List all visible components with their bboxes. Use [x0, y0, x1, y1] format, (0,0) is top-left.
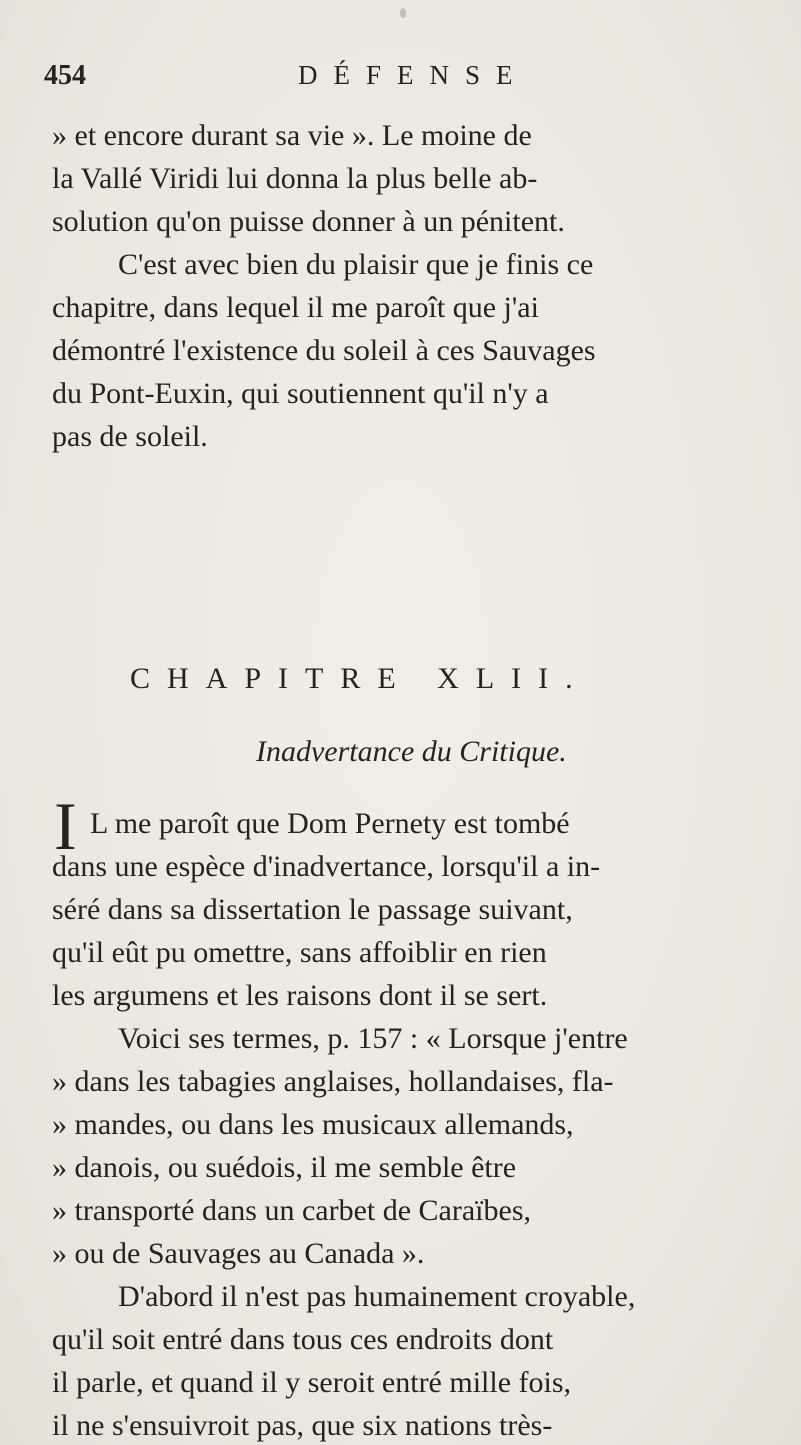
ink-spot: [400, 8, 406, 18]
text-line: il ne s'ensuivroit pas, que six nations très-: [52, 1409, 553, 1442]
text-line: les argumens et les raisons dont il se sert.: [52, 979, 548, 1012]
text-line: » danois, ou suédois, il me semble être: [52, 1151, 517, 1184]
paragraph-conclusion: [52, 243, 762, 458]
text-line: C'est avec bien du plaisir que je finis ce: [118, 248, 594, 281]
chapter-title: CHAPITRE XLII.: [130, 662, 590, 695]
text-line: Voici ses termes, p. 157 : « Lorsque j'entre: [118, 1022, 628, 1055]
text-line: démontré l'existence du soleil à ces Sauvages: [52, 334, 596, 367]
text-line: la Vallé Viridi lui donna la plus belle ab-: [52, 162, 538, 195]
paragraph-opening: [52, 802, 762, 1017]
text-line: » transporté dans un carbet de Caraïbes,: [52, 1194, 531, 1227]
text-line: il parle, et quand il y seroit entré mille fois,: [52, 1366, 572, 1399]
page-header: [44, 60, 761, 100]
text-line: » et encore durant sa vie ». Le moine de: [52, 119, 532, 152]
text-line: » mandes, ou dans les musicaux allemands,: [52, 1108, 574, 1141]
text-line: du Pont-Euxin, qui soutiennent qu'il n'y a: [52, 377, 549, 410]
drop-initial: I: [54, 788, 77, 864]
text-line: D'abord il n'est pas humainement croyable,: [118, 1280, 636, 1313]
paragraph-continuation: [52, 114, 762, 243]
paragraph-quotation: [52, 1017, 762, 1275]
running-head: DÉFENSE: [298, 60, 529, 90]
chapter-subtitle: Inadvertance du Critique.: [256, 735, 567, 768]
text-line: qu'il soit entré dans tous ces endroits dont: [52, 1323, 554, 1356]
text-line: chapitre, dans lequel il me paroît que j'ai: [52, 291, 539, 324]
text-line: pas de soleil.: [52, 420, 208, 453]
page-number: 454: [44, 60, 86, 91]
text-line: solution qu'on puisse donner à un pénitent.: [52, 205, 565, 238]
text-line: » dans les tabagies anglaises, hollandaises, fla-: [52, 1065, 614, 1098]
text-line: » ou de Sauvages au Canada ».: [52, 1237, 425, 1270]
paragraph-argument-tail: [52, 1404, 762, 1444]
text-line: L me paroît que Dom Pernety est tombé: [90, 807, 570, 840]
text-line: séré dans sa dissertation le passage suivant,: [52, 893, 573, 926]
text-line: qu'il eût pu omettre, sans affoiblir en rien: [52, 936, 547, 969]
paragraph-argument: [52, 1275, 762, 1404]
text-line: dans une espèce d'inadvertance, lorsqu'il a in-: [52, 850, 601, 883]
